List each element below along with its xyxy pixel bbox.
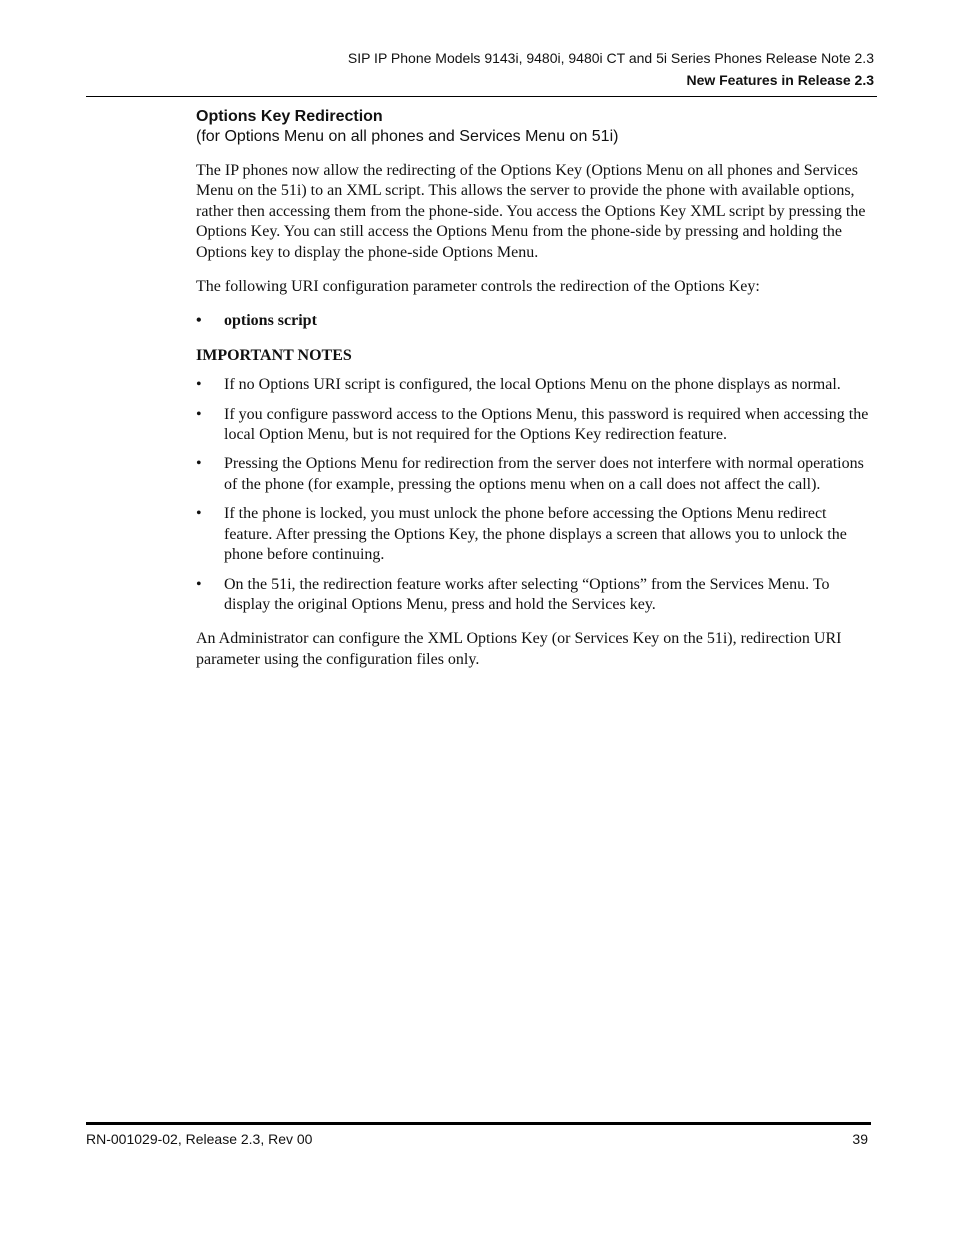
header-section-title: New Features in Release 2.3 [686, 72, 874, 88]
list-item [196, 454, 876, 495]
parameter-list [196, 311, 876, 331]
section-title: Options Key Redirection [196, 108, 383, 125]
note-text: If you configure password access to the Options Menu, this password is required when accessing the local Option Menu, but is not required for the Options Key redirection feature. [224, 405, 869, 444]
bullet-icon: • [196, 312, 202, 330]
section-subtitle: (for Options Menu on all phones and Services Menu on 51i) [196, 128, 619, 145]
notes-list [196, 375, 876, 615]
bullet-icon: • [196, 405, 202, 423]
parameter-intro-paragraph: The following URI configuration parameter controls the redirection of the Options Key: [196, 278, 760, 296]
note-text: On the 51i, the redirection feature works after selecting “Options” from the Services Menu. To display the original Options Menu, press and hold the Services key. [224, 575, 830, 613]
list-item [196, 504, 876, 565]
footer-divider [86, 1122, 871, 1125]
bullet-icon: • [196, 455, 202, 473]
parameter-name: options script [224, 312, 317, 330]
page-number: 39 [852, 1131, 868, 1147]
footer-doc-id: RN-001029-02, Release 2.3, Rev 00 [86, 1131, 313, 1147]
intro-paragraph: The IP phones now allow the redirecting of the Options Key (Options Menu on all phones and Services Menu on the 51i) to an XML script. This allows the server to provide the phone with available options, rather then accessing them from the phone-side. You access the Options Key XML script by pressing the Options Key. You can still access the Options Menu from the phone-side by pressing and holding the Options key to display the phone-side Options Menu. [196, 162, 866, 261]
note-text: If the phone is locked, you must unlock the phone before accessing the Options Menu redirect feature. After pressing the Options Key, the phone displays a screen that allows you to unlock the phone before continuing. [224, 505, 847, 564]
header-divider [86, 96, 877, 97]
note-text: Pressing the Options Menu for redirection from the server does not interfere with normal operations of the phone (for example, pressing the options menu when on a call does not affect the call). [224, 455, 864, 493]
list-item [196, 375, 876, 395]
closing-paragraph: An Administrator can configure the XML Options Key (or Services Key on the 51i), redirection URI parameter using the configuration files only. [196, 630, 842, 668]
list-item [196, 405, 876, 446]
note-text: If no Options URI script is configured, the local Options Menu on the phone displays as normal. [224, 376, 841, 394]
bullet-icon: • [196, 376, 202, 394]
list-item [196, 311, 876, 331]
list-item [196, 575, 876, 616]
header-doc-title: SIP IP Phone Models 9143i, 9480i, 9480i CT and 5i Series Phones Release Note 2.3 [347, 50, 874, 66]
bullet-icon: • [196, 575, 202, 593]
bullet-icon: • [196, 505, 202, 523]
notes-heading: IMPORTANT NOTES [196, 346, 352, 364]
page-content [196, 107, 876, 684]
